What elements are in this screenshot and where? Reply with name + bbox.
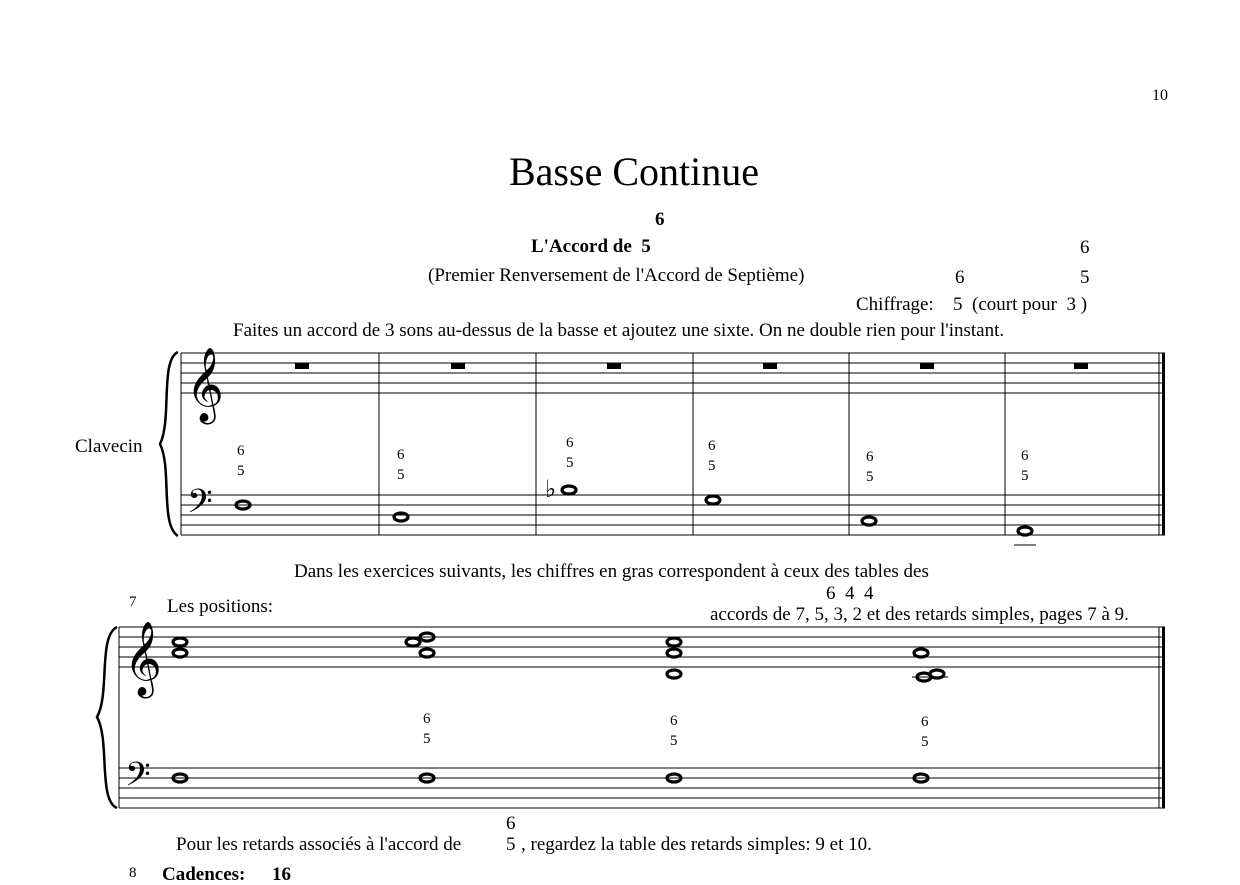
barlines: [181, 353, 1159, 535]
next-measure-number: 8: [129, 865, 137, 881]
whole-note: [173, 638, 187, 646]
figure-lower: 5: [866, 469, 874, 485]
figure-lower: 5: [397, 467, 405, 483]
whole-rest-icon: [920, 363, 934, 369]
figure-upper: 6: [566, 435, 574, 451]
treble-staff: [181, 353, 1165, 393]
next-section-label: Cadences:: [162, 864, 246, 885]
figure-lower: 5: [670, 733, 678, 749]
figure-upper: 6: [423, 711, 431, 727]
footer-note-before: Pour les retards associés à l'accord de: [176, 834, 462, 855]
footer-note-figure: 5: [506, 834, 516, 855]
positions-label: Les positions:: [167, 596, 274, 617]
whole-rest-icon: [451, 363, 465, 369]
treble-staff: [119, 627, 1165, 667]
figure-upper: 6: [866, 449, 874, 465]
figuring-upper-6-right: 6: [1080, 237, 1090, 258]
chord-heading: L'Accord de 5: [531, 236, 651, 257]
figuring-upper-6-left: 6: [955, 267, 965, 288]
figuring-label: Chiffrage:: [856, 294, 934, 315]
footer-note-after: , regardez la table des retards simples: 9 et 10.: [521, 834, 872, 855]
figuring-text: 5 (court pour 3 ): [953, 294, 1088, 315]
chord-heading-figure-upper: 6: [655, 209, 665, 230]
figure-upper: 6: [708, 438, 716, 454]
treble-clef-icon: 𝄞: [124, 622, 162, 696]
instrument-name: Clavecin: [75, 436, 143, 457]
footer-figure-upper: 6: [506, 813, 516, 834]
next-section-value: 16: [272, 864, 291, 885]
figure-upper: 6: [397, 447, 405, 463]
whole-note: [562, 486, 576, 494]
page-title: Basse Continue: [509, 149, 759, 194]
whole-note: [394, 513, 408, 521]
figure-upper: 6: [1021, 448, 1029, 464]
figure-lower: 5: [708, 458, 716, 474]
figuring-upper-5: 5: [1080, 267, 1090, 288]
page-number: 10: [1152, 87, 1168, 104]
figure-lower: 5: [921, 734, 929, 750]
whole-note: [862, 517, 876, 525]
figure-upper: 6: [670, 713, 678, 729]
whole-rest-icon: [295, 363, 309, 369]
figure-lower: 5: [1021, 468, 1029, 484]
whole-note: [406, 638, 420, 646]
instruction-text: Faites un accord de 3 sons au-dessus de la basse et ajoutez une sixte. On ne double rien pour l'instant.: [233, 320, 1005, 341]
bass-clef-icon: 𝄢: [125, 756, 151, 802]
whole-note: [930, 670, 944, 678]
whole-note: [173, 649, 187, 657]
figure-lower: 5: [237, 463, 245, 479]
whole-note: [914, 649, 928, 657]
whole-note: [420, 649, 434, 657]
whole-note: [706, 496, 720, 504]
figure-lower: 5: [566, 455, 574, 471]
figure-lower: 5: [423, 731, 431, 747]
whole-note: [667, 670, 681, 678]
bass-clef-icon: 𝄢: [187, 483, 213, 529]
measure-number: 7: [129, 594, 137, 610]
whole-note: [667, 638, 681, 646]
whole-rest-icon: [763, 363, 777, 369]
figure-upper: 6: [921, 714, 929, 730]
between-figures: 6 4 4: [826, 583, 874, 604]
whole-note: [1018, 527, 1032, 535]
between-text-line1: Dans les exercices suivants, les chiffres en gras correspondent à ceux des tables des: [294, 561, 929, 582]
bass-staff: [119, 768, 1165, 808]
whole-rest-icon: [607, 363, 621, 369]
subtitle: (Premier Renversement de l'Accord de Septième): [428, 265, 805, 286]
flat-icon: ♭: [545, 475, 557, 503]
figure-upper: 6: [237, 443, 245, 459]
whole-rest-icon: [1074, 363, 1088, 369]
whole-note: [667, 649, 681, 657]
treble-clef-icon: 𝄞: [186, 348, 224, 422]
brace: [97, 627, 117, 808]
between-text-line2: accords de 7, 5, 3, 2 et des retards simples, pages 7 à 9.: [710, 604, 1129, 625]
brace: [160, 352, 178, 536]
